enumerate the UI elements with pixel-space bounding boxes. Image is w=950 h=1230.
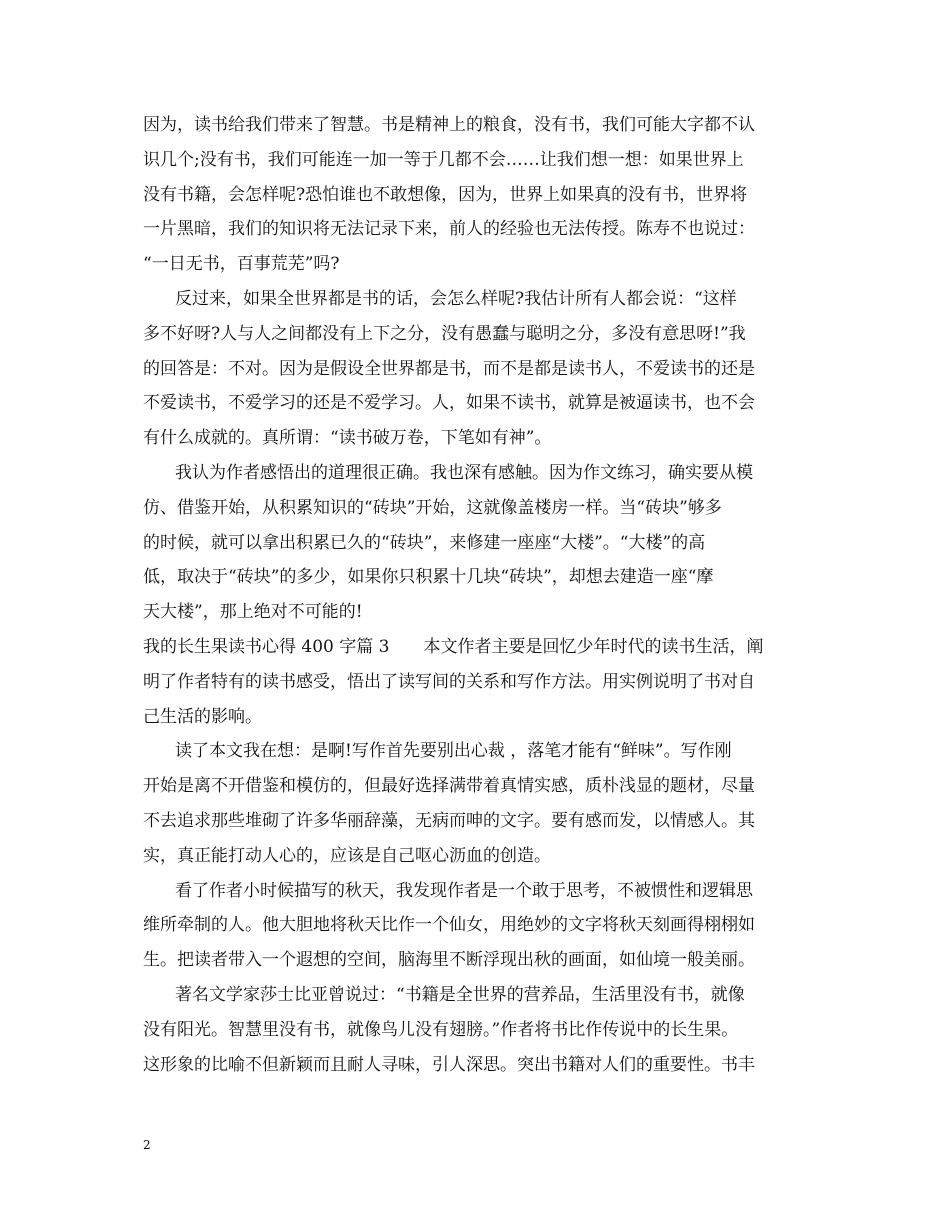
text-line: 的回答是：不对。因为是假设全世界都是书，而不是都是读书人，不爱读书的还是 xyxy=(143,358,755,379)
text-line: 生。把读者带入一个遐想的空间，脑海里不断浮现出秋的画面，如仙境一般美丽。 xyxy=(143,950,755,971)
paragraph-start-line: 我认为作者感悟出的道理很正确。我也深有感触。因为作文练习，确实要从模 xyxy=(175,462,753,483)
text-line: 有什么成就的。真所谓：“读书破万卷，下笔如有神”。 xyxy=(143,428,552,449)
text-line: 不去追求那些堆砌了许多华丽辞藻，无病而呻的文字。要有感而发，以情感人。其 xyxy=(143,810,755,831)
section-heading-line: 我的长生果读书心得 400 字篇 3 本文作者主要是回忆少年时代的读书生活，阐 xyxy=(143,636,764,657)
paragraph-start-line: 反过来，如果全世界都是书的话，会怎么样呢?我估计所有人都会说：“这样 xyxy=(175,288,737,309)
text-line: 的时候，就可以拿出积累已久的“砖块”，来修建一座座“大楼”。“大楼”的高 xyxy=(143,532,706,553)
text-line: 明了作者特有的读书感受，悟出了读写间的关系和写作方法。用实例说明了书对自 xyxy=(143,671,755,692)
paragraph-start-line: 看了作者小时候描写的秋天，我发现作者是一个敢于思考，不被惯性和逻辑思 xyxy=(175,880,753,901)
text-line: “一日无书，百事荒芜”吗? xyxy=(143,254,340,275)
text-line: 因为，读书给我们带来了智慧。书是精神上的粮食，没有书，我们可能大字都不认 xyxy=(143,115,755,135)
text-line: 己生活的影响。 xyxy=(143,706,262,727)
text-line: 低，取决于“砖块”的多少，如果你只积累十几块“砖块”，却想去建造一座“摩 xyxy=(143,567,714,588)
paragraph-start-line: 著名文学家莎士比亚曾说过：“书籍是全世界的营养品，生活里没有书，就像 xyxy=(175,984,745,1005)
text-line: 没有书籍，会怎样呢?恐怕谁也不敢想像，因为，世界上如果真的没有书，世界将 xyxy=(143,184,748,205)
text-line: 天大楼”，那上绝对不可能的! xyxy=(143,602,363,623)
text-line: 没有阳光。智慧里没有书，就像鸟儿没有翅膀。”作者将书比作传说中的长生果。 xyxy=(143,1019,739,1040)
text-line: 这形象的比喻不但新颖而且耐人寻味，引人深思。突出书籍对人们的重要性。书丰 xyxy=(143,1054,755,1075)
document-body xyxy=(143,108,810,1082)
paragraph-start-line: 读了本文我在想：是啊!写作首先要别出心裁 ，落笔才能有“鲜味”。写作刚 xyxy=(175,741,732,762)
text-line: 一片黑暗，我们的知识将无法记录下来，前人的经验也无法传授。陈寿不也说过： xyxy=(143,219,755,240)
text-line: 维所牵制的人。他大胆地将秋天比作一个仙女，用绝妙的文字将秋天刻画得栩栩如 xyxy=(143,915,755,936)
page-number: 2 xyxy=(143,1138,151,1152)
text-line: 开始是离不开借鉴和模仿的，但最好选择满带着真情实感，质朴浅显的题材，尽量 xyxy=(143,776,755,797)
text-line: 仿、借鉴开始，从积累知识的“砖块”开始，这就像盖楼房一样。当“砖块”够多 xyxy=(143,497,722,518)
text-line: 识几个;没有书，我们可能连一加一等于几都不会……让我们想一想：如果世界上 xyxy=(143,149,744,170)
text-line: 不爱读书，不爱学习的还是不爱学习。人，如果不读书，就算是被逼读书，也不会 xyxy=(143,393,755,414)
text-line: 实，真正能打动人心的，应该是自己呕心沥血的创造。 xyxy=(143,845,551,866)
text-line: 多不好呀?人与人之间都没有上下之分，没有愚蠢与聪明之分，多没有意思呀!”我 xyxy=(143,323,746,344)
